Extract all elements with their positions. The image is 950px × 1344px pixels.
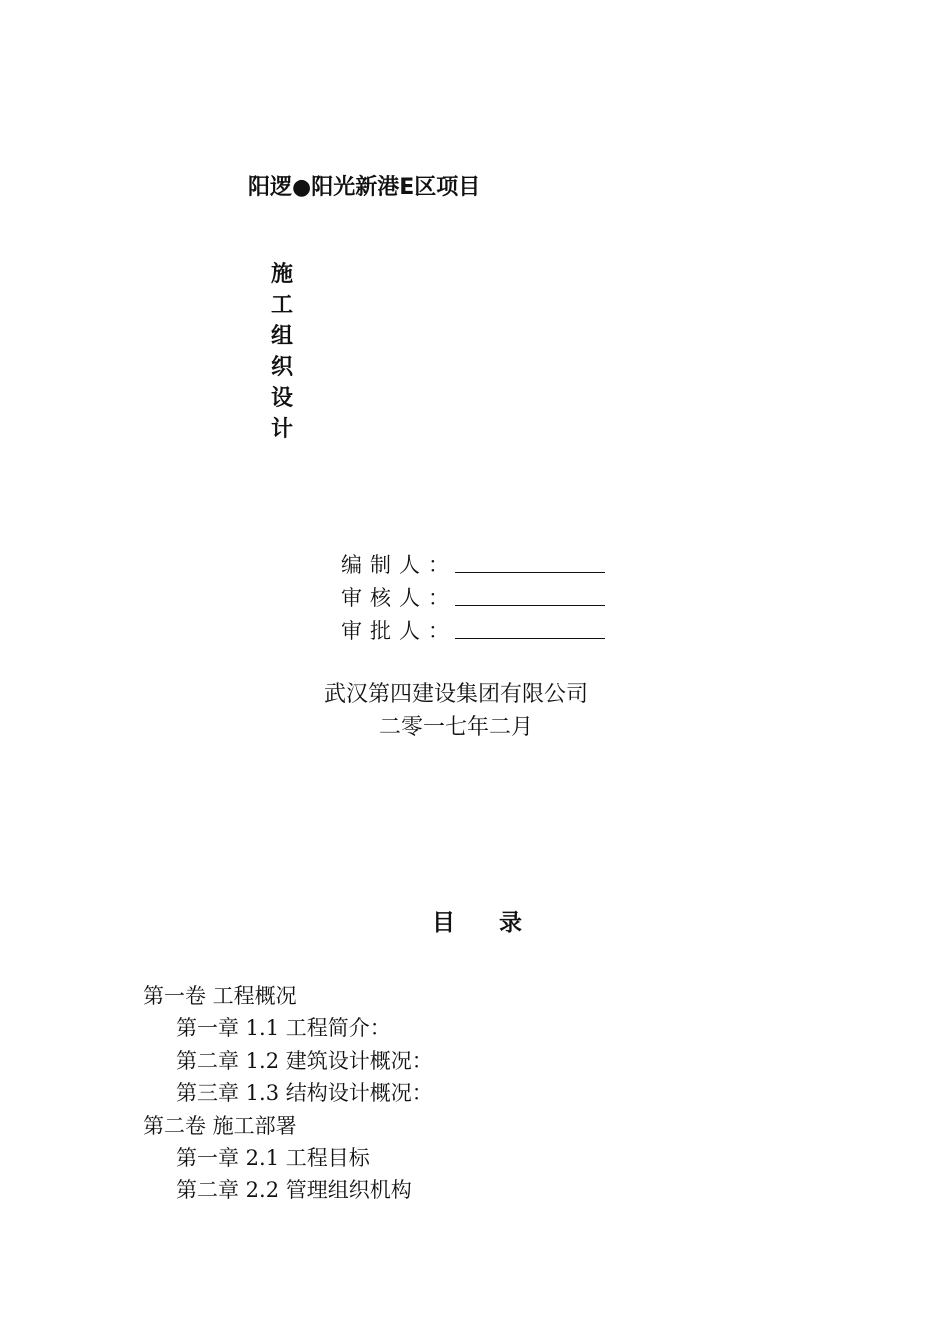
signature-label: 审批人：	[341, 619, 457, 643]
toc-heading: 目 录	[432, 910, 523, 936]
toc-chapter-item: 第三章 1.3 结构设计概况：	[176, 1081, 433, 1106]
signature-row-reviewer	[341, 579, 605, 612]
signature-block	[341, 546, 605, 645]
toc-chapter-item: 第二章 1.2 建筑设计概况：	[176, 1048, 433, 1073]
toc-volume-item: 第一卷 工程概况	[143, 984, 297, 1008]
toc-volume-item: 第二卷 施工部署	[143, 1113, 297, 1138]
signature-row-approver	[341, 612, 605, 645]
signature-label: 审核人：	[341, 586, 457, 610]
toc-chapter-item: 第一章 1.1 工程简介：	[176, 1016, 391, 1041]
signature-line	[455, 638, 605, 639]
table-of-contents	[143, 980, 433, 1207]
issue-date: 二零一七年二月	[378, 715, 533, 740]
document-type-title: 施工组织设计	[271, 262, 294, 442]
signature-line	[455, 572, 605, 573]
project-title: 阳逻●阳光新港E区项目	[248, 175, 481, 200]
company-name: 武汉第四建设集团有限公司	[323, 682, 588, 707]
signature-row-compiler	[341, 546, 605, 579]
signature-line	[455, 605, 605, 606]
signature-label: 编制人：	[341, 553, 457, 577]
toc-chapter-item: 第一章 2.1 工程目标	[176, 1146, 370, 1171]
toc-chapter-item: 第二章 2.2 管理组织机构	[176, 1178, 412, 1203]
